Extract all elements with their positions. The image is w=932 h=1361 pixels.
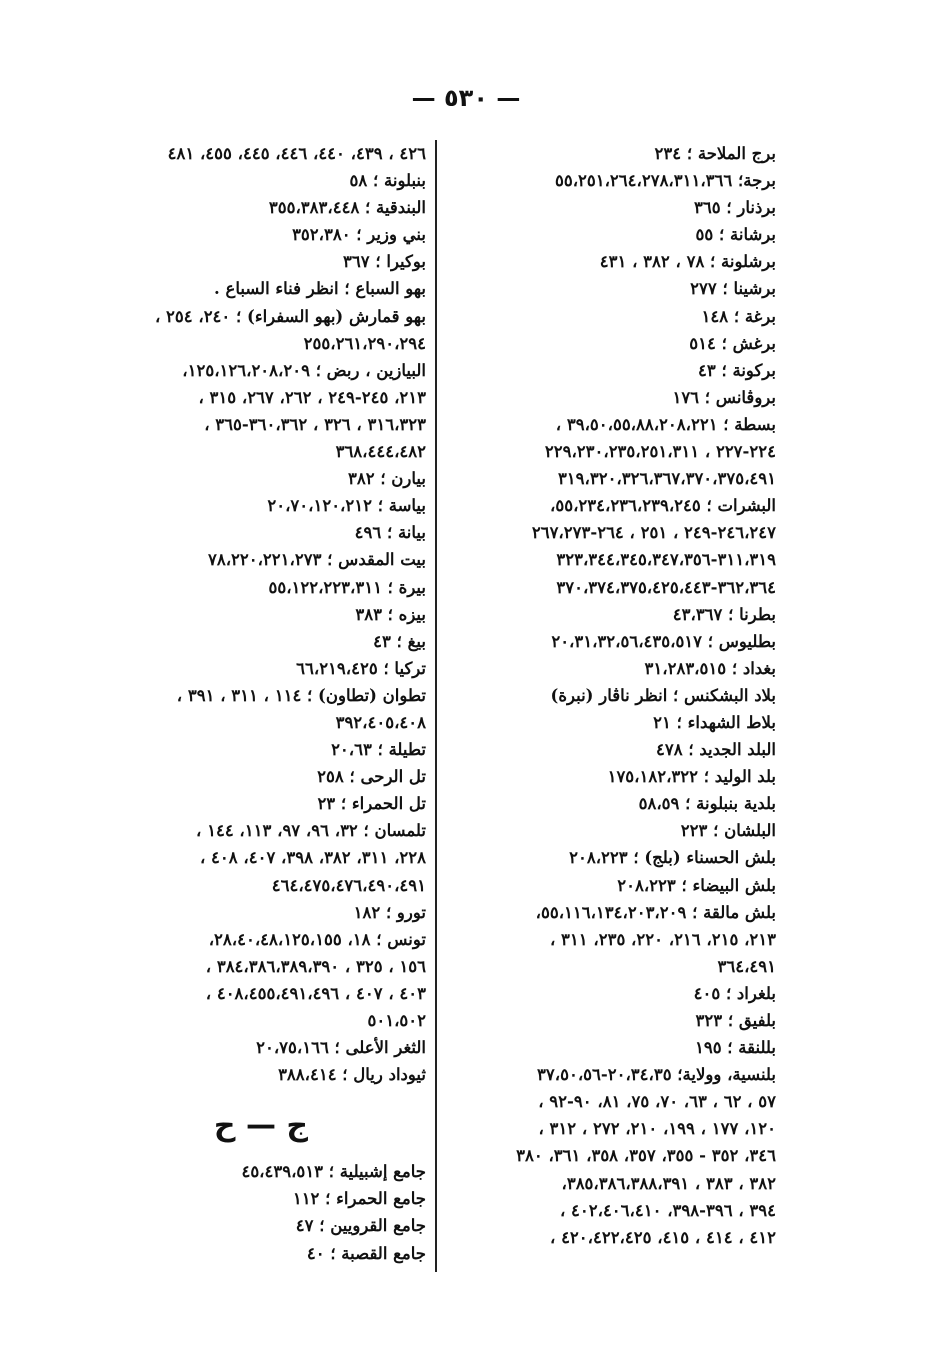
index-entry-line: بطليوس ؛ ٢٠،٣١،٣٢،٥٦،٤٣٥،٥١٧ bbox=[551, 631, 776, 651]
index-entry-line: ٢١٣، ٢١٥، ٢١٦، ٢٢٠، ٢٣٥، ٣١١ ، bbox=[549, 929, 776, 949]
index-entry-line: بوكيرا ؛ ٣٦٧ bbox=[343, 252, 426, 272]
index-entry-line: ٤٦٤،٤٧٥،٤٧٦،٤٩٠،٤٩١ bbox=[271, 875, 426, 895]
index-entry-line: بطرنا ؛ ٤٣،٣٦٧ bbox=[672, 604, 776, 624]
index-entry-line: برشلونة ؛ ٧٨ ، ٣٨٢ ، ٤٣١ bbox=[599, 252, 776, 272]
index-entry-line: ٣١٩،٣٢٠،٣٢٦،٣٦٧،٣٧٠،٣٧٥،٤٩١ bbox=[557, 469, 776, 489]
index-entries-bottom bbox=[96, 1158, 426, 1266]
index-entry-line: ٥٠١،٥٠٢ bbox=[367, 1011, 426, 1030]
index-entry-line: ١٥٦ ، ٣٢٥ ، ٣٨٤،٣٨٦،٣٨٩،٣٩٠ ، bbox=[205, 956, 426, 976]
index-entry-line: البندقية ؛ ٣٥٥،٣٨٣،٤٤٨ bbox=[268, 198, 426, 218]
index-entry-line: بلدية بنبلونة ؛ ٥٨،٥٩ bbox=[638, 794, 776, 814]
index-entry-line: ٣٦٤،٤٩١ bbox=[717, 956, 776, 976]
index-entry-line: ٢١٣، ٢٤٥-٢٤٩ ، ٢٦٢، ٢٦٧، ٣١٥ ، bbox=[198, 387, 426, 407]
index-column-left bbox=[96, 140, 426, 1267]
index-entry-line: تورو ؛ ١٨٢ bbox=[353, 902, 426, 922]
index-entry-line: بلغراد ؛ ٤٠٥ bbox=[693, 983, 776, 1003]
index-entry-line: ٣١٦،٣٢٣ ، ٣٢٦ ، ٣٦٠،٣٦٢-٣٦٥ ، bbox=[204, 414, 426, 434]
index-entry-line: ثيوداد ريال ؛ ٣٨٨،٤١٤ bbox=[278, 1065, 426, 1085]
index-entry-line: تلمسان ؛ ٣٢، ٩٦، ٩٧، ١١٣، ١٤٤ ، bbox=[196, 821, 426, 841]
index-entry-line: بهو قمارش (بهو السفراء) ؛ ٢٤٠، ٢٥٤ ، bbox=[154, 306, 426, 326]
index-entry-line: بلش مالقة ؛ ٥٥،١١٦،١٣٤،٢٠٣،٢٠٩، bbox=[535, 902, 776, 922]
index-entry-line: تطوان (تطاون) ؛ ١١٤ ، ٣١١ ، ٣٩١ ، bbox=[176, 685, 426, 705]
index-entry-line: البيازين ، ربض ؛ ١٢٥،١٢٦،٢٠٨،٢٠٩، bbox=[182, 360, 426, 380]
index-entry-line: جامع القصبة ؛ ٤٠ bbox=[306, 1243, 426, 1263]
index-entry-line: بيرة ؛ ٥٥،١٢٢،٢٢٣،٣١١ bbox=[268, 577, 426, 597]
index-entry-line: جامع الحمراء ؛ ١١٢ bbox=[292, 1189, 426, 1209]
index-entry-line: تركيا ؛ ٦٦،٢١٩،٤٢٥ bbox=[296, 658, 426, 678]
index-entry-line: ٤٠٣ ، ٤٠٧ ، ٤٠٨،٤٥٥،٤٩١،٤٩٦ ، bbox=[205, 983, 426, 1003]
index-entry-line: بغداد ؛ ٣١،٢٨٣،٥١٥ bbox=[644, 658, 776, 678]
index-entry-line: تونس ؛ ١٨، ٢٨،٤٠،٤٨،١٢٥،١٥٥، bbox=[208, 929, 426, 949]
index-entry-line: البلشان ؛ ٢٢٣ bbox=[680, 821, 776, 841]
index-entry-line: بيارن ؛ ٣٨٢ bbox=[347, 469, 426, 489]
page-number: — ٥٣٠ — bbox=[411, 84, 521, 112]
index-entry-line: بلد الوليد ؛ ١٧٥،١٨٢،٣٢٢ bbox=[607, 767, 776, 787]
index-entry-line: بسطة ؛ ٣٩،٥٠،٥٥،٨٨،٢٠٨،٢٢١ ، bbox=[555, 414, 776, 434]
index-entry-line: ٣٩٢،٤٠٥،٤٠٨ bbox=[335, 712, 426, 732]
index-entry-line: ٣٩٤ ، ٣٩٦-٣٩٨، ٤٠٢،٤٠٦،٤١٠ ، bbox=[559, 1200, 776, 1220]
index-entry-line: البشرات ؛ ٥٥،٢٣٤،٢٣٦،٢٣٩،٢٤٥، bbox=[550, 496, 776, 516]
index-entry-line: تطيلة ؛ ٢٠،٦٣ bbox=[331, 740, 426, 760]
index-entry-line: الثغر الأعلى ؛ ٢٠،٧٥،١٦٦ bbox=[256, 1038, 426, 1058]
index-entry-line: بلنسية، وولاية؛ ٢٠،٣٤،٣٥-٣٧،٥٠،٥٦ bbox=[537, 1065, 776, 1085]
index-entry-line: ٤١٢ ، ٤١٤ ، ٤١٥، ٤٢٠،٤٢٢،٤٢٥ ، bbox=[549, 1227, 776, 1247]
index-entry-line: ٣٦٨،٤٤٤،٤٨٢ bbox=[335, 442, 426, 462]
index-entry-line: برشينا ؛ ٢٧٧ bbox=[690, 279, 776, 299]
index-entry-line: بروڤانس ؛ ١٧٦ bbox=[672, 387, 776, 407]
index-entry-line: بياسة ؛ ٢٠،٧٠،١٢٠،٢١٢ bbox=[267, 496, 426, 516]
index-entry-line: ٢٤٦،٢٤٧-٢٤٩ ، ٢٥١ ، ٢٦٤-٢٦٧،٢٧٣ bbox=[531, 523, 776, 543]
section-heading: ج — ح bbox=[213, 1108, 309, 1144]
index-entry-line: ٢٢٨، ٣١١، ٣٨٢، ٣٩٨، ٤٠٧، ٤٠٨ ، bbox=[199, 848, 426, 868]
index-entry-line: ٥٧ ، ٦٢ ، ٦٣، ٧٠، ٧٥، ٨١، ٩٠-٩٢ ، bbox=[538, 1092, 776, 1112]
index-entry-line: برغة ؛ ١٤٨ bbox=[701, 306, 776, 326]
index-entry-line: بللنقة ؛ ١٩٥ bbox=[694, 1038, 776, 1058]
index-entry-line: برجة؛ ٥٥،٢٥١،٢٦٤،٢٧٨،٣١١،٣٦٦ bbox=[554, 171, 776, 191]
index-entry-line: بنبلونة ؛ ٥٨ bbox=[349, 171, 426, 191]
index-entry-line: بلاد البشكنس ؛ انظر ناڤار (نبرة) bbox=[550, 685, 776, 705]
index-entry-line: ٣١١،٣١٩-٣٢٣،٣٤٤،٣٤٥،٣٤٧،٣٥٦ bbox=[556, 550, 776, 570]
index-entry-line: بيت المقدس ؛ ٧٨،٢٢٠،٢٢١،٢٧٣ bbox=[207, 550, 426, 570]
index-entry-line: جامع إشبيلية ؛ ٤٥،٤٣٩،٥١٣ bbox=[241, 1162, 426, 1182]
index-entries-top bbox=[96, 140, 426, 1088]
index-entry-line: تل الحمراء ؛ ٢٣ bbox=[317, 794, 426, 814]
index-column-right bbox=[446, 140, 776, 1251]
index-entry-line: بلش البيضاء ؛ ٢٠٨،٢٢٣ bbox=[617, 875, 776, 895]
index-entry-line: بني وزير ؛ ٣٥٢،٣٨٠ bbox=[292, 225, 426, 245]
index-entry-line: ٣٤٦، ٣٥٢ - ٣٥٥، ٣٥٧، ٣٥٨، ٣٦١، ٣٨٠ bbox=[516, 1146, 776, 1166]
index-entry-line: البلد الجديد ؛ ٤٧٨ bbox=[656, 740, 776, 760]
index-entry-line: ٤٢٦ ، ٤٣٩، ٤٤٠، ٤٤٦، ٤٤٥، ٤٥٥، ٤٨١ bbox=[167, 144, 426, 163]
index-entry-line: برشانة ؛ ٥٥ bbox=[695, 225, 776, 245]
column-divider bbox=[435, 140, 437, 1272]
index-entry-line: بهو السباع ؛ انظر فناء السباع . bbox=[213, 279, 426, 299]
index-entry-line: برغش ؛ ٥١٤ bbox=[689, 333, 776, 353]
index-entry-line: ٢٢٤-٢٢٧ ، ٢٢٩،٢٣٠،٢٣٥،٢٥١،٣١١ bbox=[544, 442, 776, 462]
index-entry-line: تل الرحى ؛ ٢٥٨ bbox=[317, 767, 426, 787]
index-entry-line: جامع القرويين ؛ ٤٧ bbox=[295, 1216, 426, 1236]
index-entry-line: برج الملاحة ؛ ٢٣٤ bbox=[654, 144, 776, 163]
index-entry-line: بركونة ؛ ٤٣ bbox=[698, 360, 776, 380]
index-entry-line: ٢٥٥،٢٦١،٢٩٠،٢٩٤ bbox=[303, 333, 426, 353]
index-entry-line: ١٢٠، ١٧٧ ، ١٩٩، ٢١٠، ٢٧٢ ، ٣١٢ ، bbox=[538, 1119, 776, 1139]
index-entry-line: بيانة ؛ ٤٩٦ bbox=[354, 523, 426, 543]
index-entry-line: برذنار ؛ ٣٦٥ bbox=[694, 198, 776, 218]
index-entry-line: بلش الحسناء (بلج) ؛ ٢٠٨،٢٢٣ bbox=[569, 848, 776, 868]
index-entry-line: بلاط الشهداء ؛ ٢١ bbox=[653, 712, 776, 732]
index-entry-line: بيغ ؛ ٤٣ bbox=[373, 631, 426, 651]
index-entry-line: ٣٦٢،٣٦٤-٣٧٠،٣٧٤،٣٧٥،٤٢٥،٤٤٣ bbox=[556, 577, 776, 597]
index-entry-line: ٣٨٢ ، ٣٨٣ ، ٣٨٥،٣٨٦،٣٨٨،٣٩١، bbox=[561, 1173, 776, 1193]
index-entry-line: بيزه ؛ ٣٨٣ bbox=[355, 604, 426, 624]
index-entry-line: بلفيق ؛ ٣٢٣ bbox=[695, 1011, 776, 1030]
